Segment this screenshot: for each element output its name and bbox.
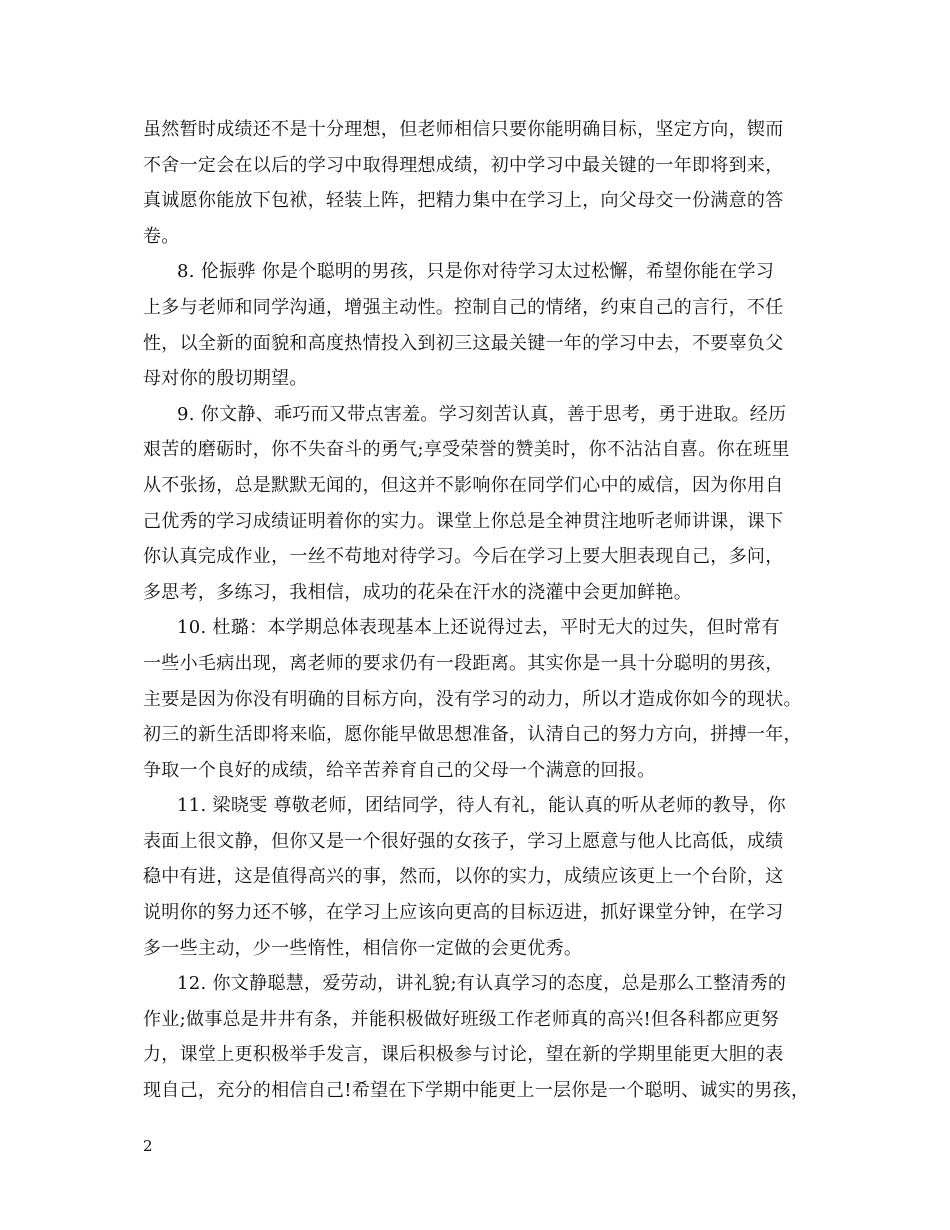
text-line: 多一些主动，少一些惰性，相信你一定做的会更优秀。 [143, 937, 583, 959]
body-text [143, 112, 823, 1109]
text-line: 争取一个良好的成绩，给辛苦养育自己的父母一个满意的回报。 [143, 759, 656, 781]
text-line: 力，课堂上更积极举手发言，课后积极参与讨论，望在新的学期里能更大胆的表 [143, 1044, 784, 1066]
paragraph-9-first-line: 9. 你文静、乖巧而又带点害羞。学习刻苦认真，善于思考，勇于进取。经历 [177, 403, 787, 425]
paragraph-8-first-line: 8. 伦振骅 你是个聪明的男孩，只是你对待学习太过松懈，希望你能在学习 [177, 261, 775, 283]
text-line: 从不张扬，总是默默无闻的，但这并不影响你在同学们心中的威信，因为你用自 [143, 474, 784, 496]
text-line: 虽然暂时成绩还不是十分理想，但老师相信只要你能明确目标，坚定方向，锲而 [143, 119, 784, 140]
text-line: 一些小毛病出现，离老师的要求仍有一段距离。其实你是一具十分聪明的男孩， [143, 652, 784, 674]
text-line: 说明你的努力还不够，在学习上应该向更高的目标迈进，抓好课堂分钟，在学习 [143, 902, 784, 924]
text-line: 母对你的殷切期望。 [143, 368, 308, 390]
paragraph-11-first-line: 11. 梁晓雯 尊敬老师，团结同学，待人有礼，能认真的听从老师的教导，你 [177, 795, 786, 817]
text-line: 稳中有进，这是值得高兴的事，然而，以你的实力，成绩应该更上一个台阶，这 [143, 866, 784, 888]
text-line: 不舍一定会在以后的学习中取得理想成绩，初中学习中最关键的一年即将到来， [143, 154, 784, 176]
paragraph-12-first-line: 12. 你文静聪慧，爱劳动，讲礼貌;有认真学习的态度，总是那么工整清秀的 [177, 973, 787, 995]
text-line: 卷。 [143, 225, 180, 247]
page-number: 2 [143, 1137, 153, 1155]
text-line: 真诚愿你能放下包袱，轻装上阵，把精力集中在学习上，向父母交一份满意的答 [143, 190, 784, 212]
text-line: 多思考，多练习，我相信，成功的花朵在汗水的浇灌中会更加鲜艳。 [143, 581, 692, 603]
text-line: 初三的新生活即将来临，愿你能早做思想准备，认清自己的努力方向，拼搏一年， [143, 724, 802, 746]
text-line: 作业;做事总是井井有条，并能积极做好班级工作老师真的高兴!但各科都应更努 [143, 1008, 780, 1030]
text-line: 现自己，充分的相信自己!希望在下学期中能更上一层你是一个聪明、诚实的男孩， [143, 1080, 810, 1102]
text-line: 上多与老师和同学沟通，增强主动性。控制自己的情绪，约束自己的言行，不任 [143, 296, 784, 318]
text-line: 艰苦的磨砺时，你不失奋斗的勇气;享受荣誉的赞美时，你不沾沾自喜。你在班里 [143, 439, 790, 461]
text-line: 表面上很文静，但你又是一个很好强的女孩子，学习上愿意与他人比高低，成绩 [143, 830, 784, 852]
paragraph-10-first-line: 10. 杜璐：本学期总体表现基本上还说得过去，平时无大的过失，但时常有 [177, 617, 780, 639]
text-line: 己优秀的学习成绩证明着你的实力。课堂上你总是全神贯注地听老师讲课，课下 [143, 510, 784, 532]
text-line: 主要是因为你没有明确的目标方向，没有学习的动力，所以才造成你如今的现状。 [143, 688, 802, 710]
text-line: 你认真完成作业，一丝不苟地对待学习。今后在学习上要大胆表现自己，多问， [143, 546, 784, 568]
text-line: 性，以全新的面貌和高度热情投入到初三这最关键一年的学习中去，不要辜负父 [143, 332, 784, 354]
